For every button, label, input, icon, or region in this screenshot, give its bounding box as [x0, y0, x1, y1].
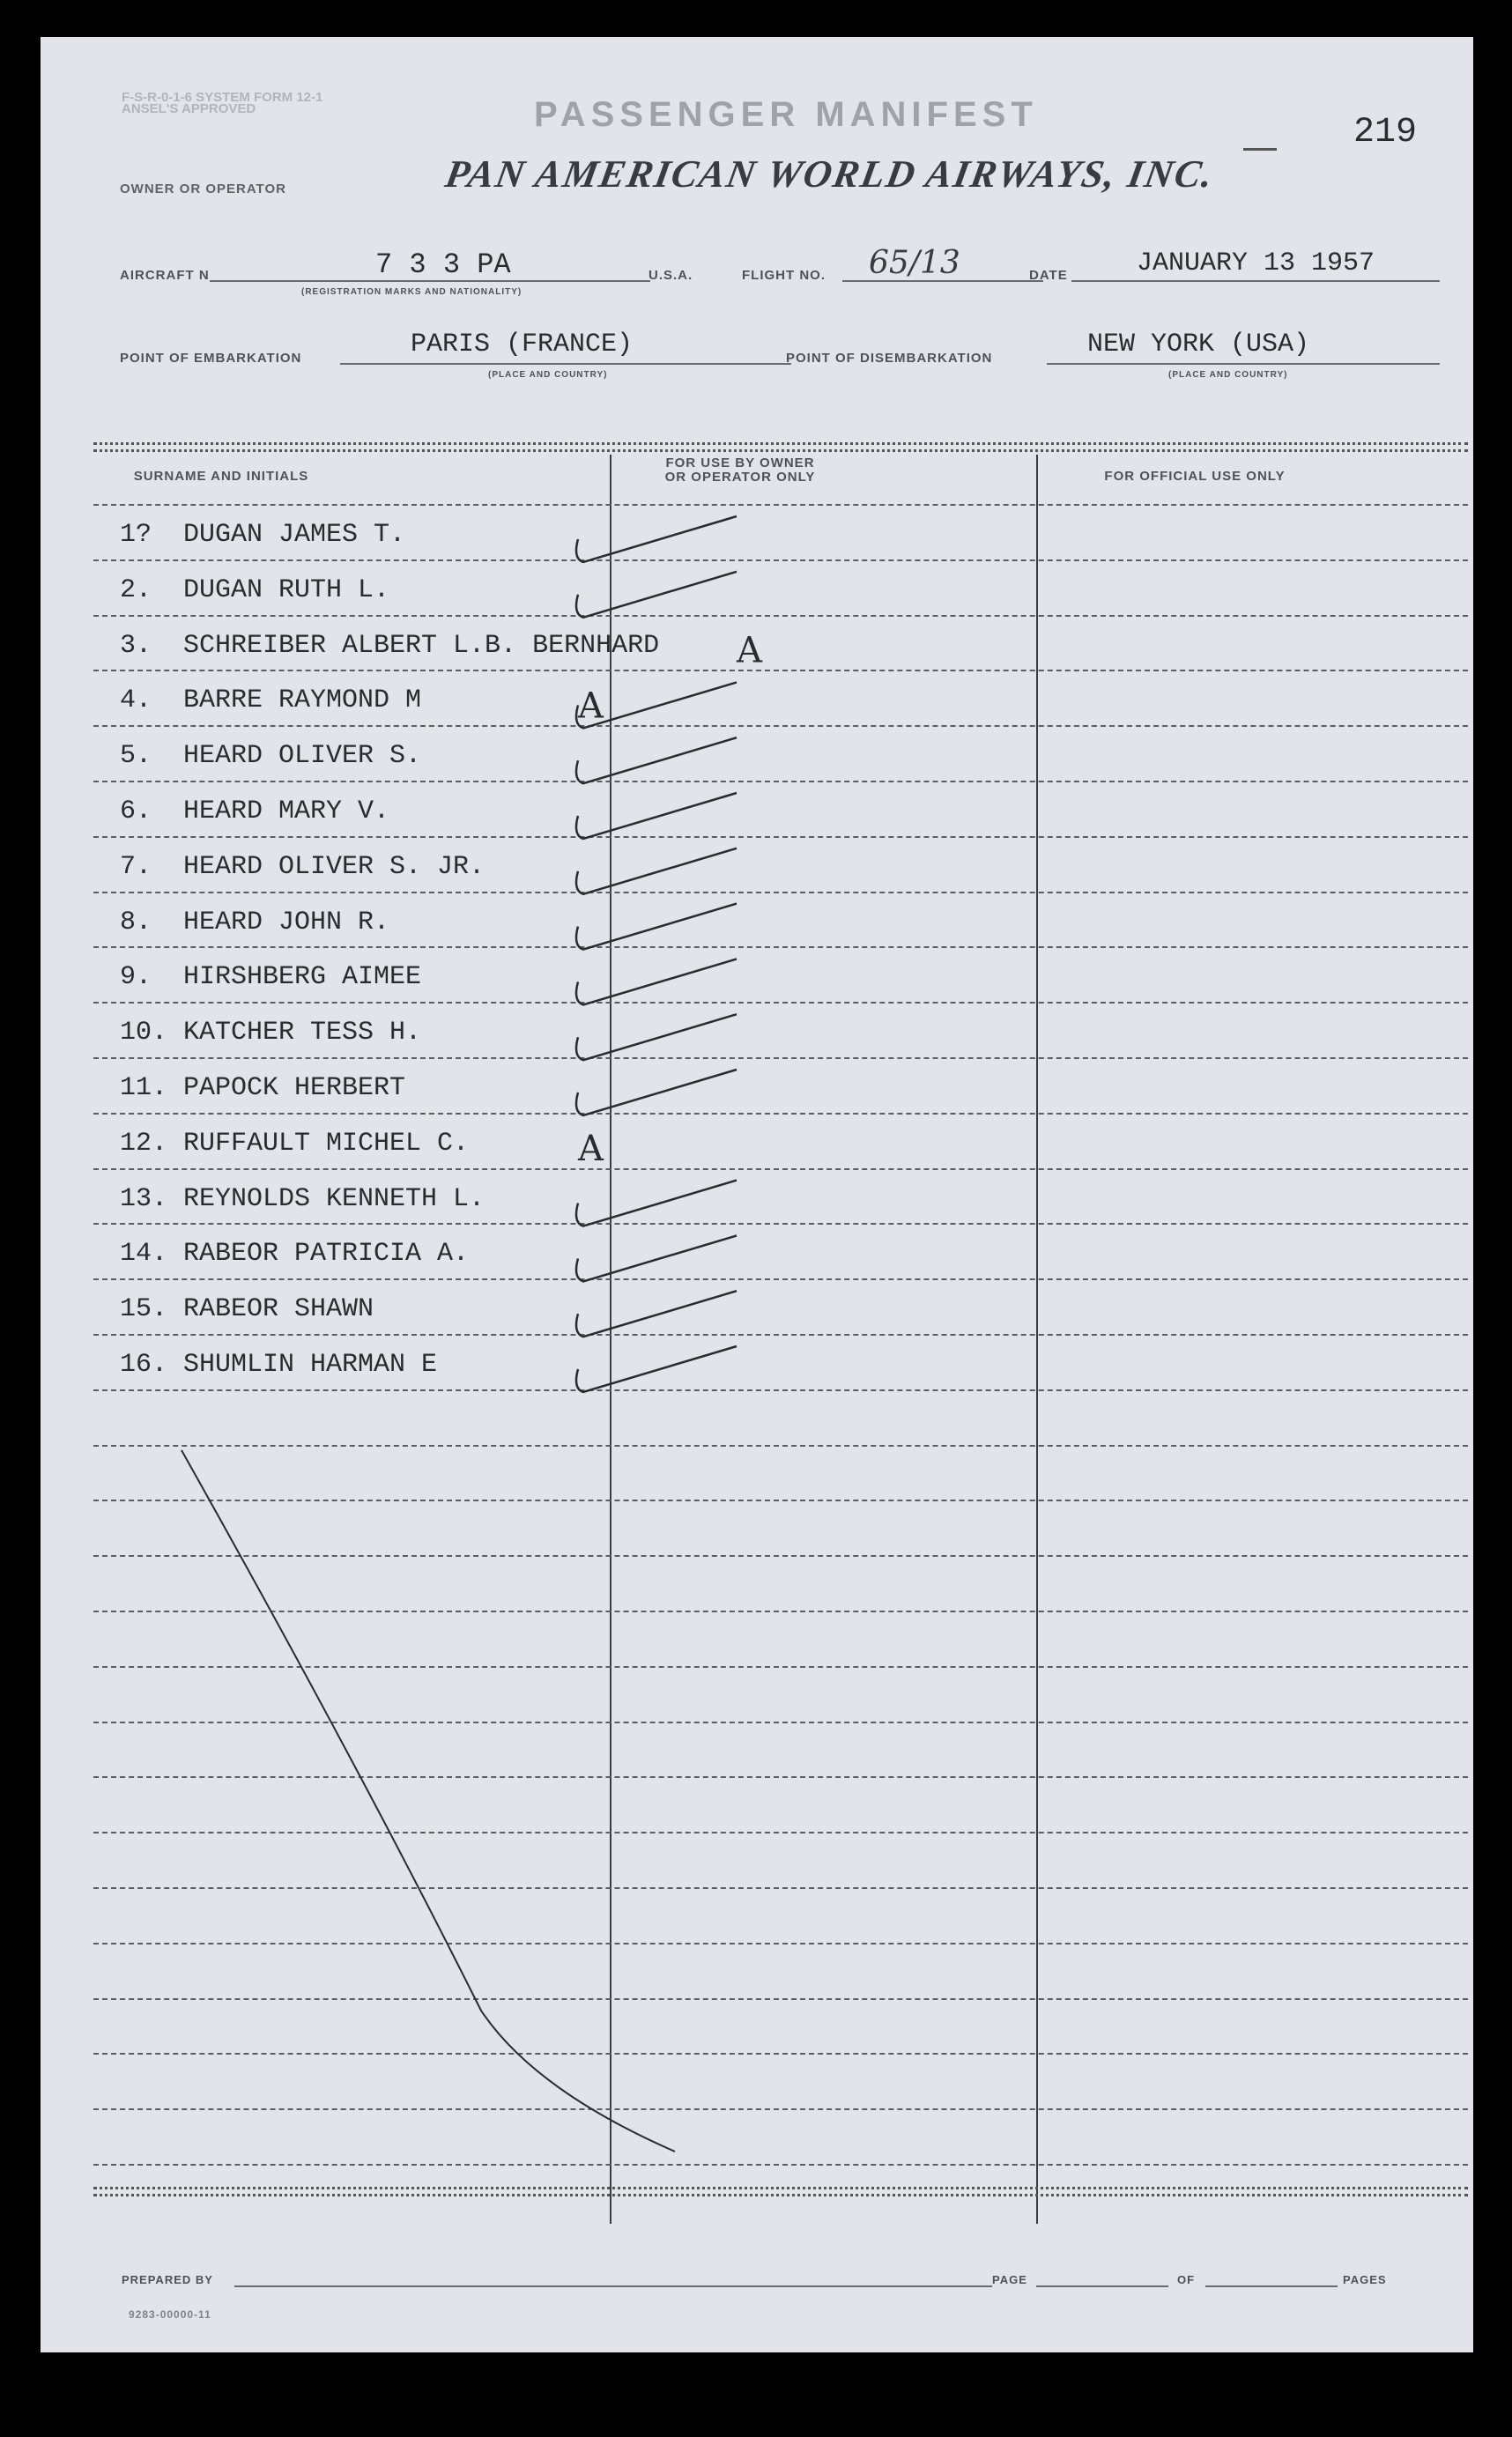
check-mark-icon — [576, 1014, 737, 1060]
pencil-marks-overlay — [41, 37, 1473, 2352]
check-mark-icon — [576, 516, 737, 562]
check-mark-icon — [576, 737, 737, 783]
check-mark-icon — [576, 904, 737, 950]
check-mark-icon — [576, 1291, 737, 1337]
table-bottom-rule — [93, 2187, 1468, 2189]
passenger-name: SCHREIBER ALBERT L.B. BERNHARD — [183, 630, 660, 661]
pages-label: PAGES — [1343, 2273, 1387, 2286]
airline-name: PAN AMERICAN WORLD AIRWAYS, INC. — [441, 152, 1219, 196]
check-mark-icon — [576, 572, 737, 618]
passenger-name: REYNOLDS KENNETH L. — [183, 1183, 485, 1214]
passenger-name: PAPOCK HERBERT — [183, 1073, 406, 1103]
handwritten-a-mark: A — [578, 685, 604, 727]
prepared-by-label: PREPARED BY — [122, 2273, 213, 2286]
passenger-number: 5. — [120, 741, 152, 772]
usa-label: U.S.A. — [649, 268, 693, 283]
of-label: OF — [1177, 2273, 1196, 2286]
passenger-name: HIRSHBERG AIMEE — [183, 962, 422, 993]
page-label: PAGE — [992, 2273, 1027, 2286]
embarkation-label: POINT OF EMBARKATION — [120, 351, 302, 366]
passenger-name: RABEOR SHAWN — [183, 1294, 374, 1325]
check-mark-icon — [576, 1181, 737, 1226]
column-header-name: SURNAME AND INITIALS — [133, 469, 309, 484]
passenger-name: KATCHER TESS H. — [183, 1018, 422, 1048]
passenger-number: 8. — [120, 907, 152, 937]
passenger-number: 7. — [120, 851, 152, 882]
disembarkation-value: NEW YORK (USA) — [1087, 330, 1310, 359]
passenger-number: 2. — [120, 574, 152, 605]
manifest-sheet — [41, 37, 1473, 2352]
passenger-number: 10. — [120, 1018, 168, 1048]
passenger-name: SHUMLIN HARMAN E — [183, 1350, 438, 1380]
passenger-name: HEARD OLIVER S. JR. — [183, 851, 485, 882]
passenger-name: HEARD OLIVER S. — [183, 741, 422, 772]
owner-use-line-2: OR OPERATOR ONLY — [664, 470, 816, 485]
table-bottom-rule-2 — [93, 2194, 1468, 2196]
passenger-number: 12. — [120, 1128, 168, 1159]
page-underline — [1036, 2285, 1168, 2287]
passenger-number: 11. — [120, 1073, 168, 1103]
check-mark-icon — [576, 1235, 737, 1281]
passenger-name: DUGAN RUTH L. — [183, 574, 390, 605]
owner-use-line-1: FOR USE BY OWNER — [665, 456, 815, 470]
disembarkation-sublabel: (PLACE AND COUNTRY) — [1168, 370, 1288, 380]
passenger-number: 6. — [120, 796, 152, 826]
of-underline — [1205, 2285, 1338, 2287]
passenger-number: 15. — [120, 1294, 168, 1325]
passenger-name: RUFFAULT MICHEL C. — [183, 1128, 470, 1159]
passenger-number: 16. — [120, 1350, 168, 1380]
passenger-number: 13. — [120, 1183, 168, 1214]
owner-label: OWNER OR OPERATOR — [120, 181, 286, 196]
embarkation-sublabel: (PLACE AND COUNTRY) — [488, 370, 608, 380]
registration-sublabel: (REGISTRATION MARKS AND NATIONALITY) — [301, 287, 523, 297]
check-mark-icon — [576, 959, 737, 1004]
passenger-name: RABEOR PATRICIA A. — [183, 1239, 470, 1270]
date-label: DATE — [1029, 268, 1068, 283]
form-code: F-S-R-0-1-6 SYSTEM FORM 12-1 ANSEL'S APPROVED — [122, 90, 323, 116]
passenger-number: 3. — [120, 630, 152, 661]
passenger-number: 14. — [120, 1239, 168, 1270]
check-mark-icon — [576, 793, 737, 839]
column-header-official: FOR OFFICIAL USE ONLY — [1104, 469, 1286, 484]
passenger-name: DUGAN JAMES T. — [183, 520, 406, 550]
date-value: JANUARY 13 1957 — [1137, 248, 1375, 278]
check-mark-icon — [576, 848, 737, 894]
strike-line — [182, 1450, 675, 2152]
passenger-number: 4. — [120, 685, 152, 716]
check-mark-icon — [576, 1070, 737, 1115]
passenger-name: HEARD JOHN R. — [183, 907, 390, 937]
prepared-by-underline — [234, 2285, 992, 2287]
handwritten-a-mark: A — [578, 1128, 604, 1169]
page-number: 219 — [1353, 113, 1418, 152]
passenger-name: BARRE RAYMOND M — [183, 685, 422, 716]
embarkation-value: PARIS (FRANCE) — [411, 330, 634, 359]
disembarkation-label: POINT OF DISEMBARKATION — [786, 351, 993, 366]
aircraft-label: AIRCRAFT N — [120, 268, 210, 283]
passenger-number: 9. — [120, 962, 152, 993]
check-mark-icon — [576, 1346, 737, 1392]
passenger-name: HEARD MARY V. — [183, 796, 390, 826]
flight-number-label: FLIGHT NO. — [742, 268, 826, 283]
passenger-number: 1? — [120, 520, 152, 550]
aircraft-value: 7 3 3 PA — [375, 248, 511, 281]
flight-number-value: 65/13 — [869, 245, 960, 281]
handwritten-a-mark: A — [737, 630, 762, 671]
page-title: PASSENGER MANIFEST — [534, 95, 1038, 134]
form-number: 9283-00000-11 — [129, 2308, 211, 2321]
